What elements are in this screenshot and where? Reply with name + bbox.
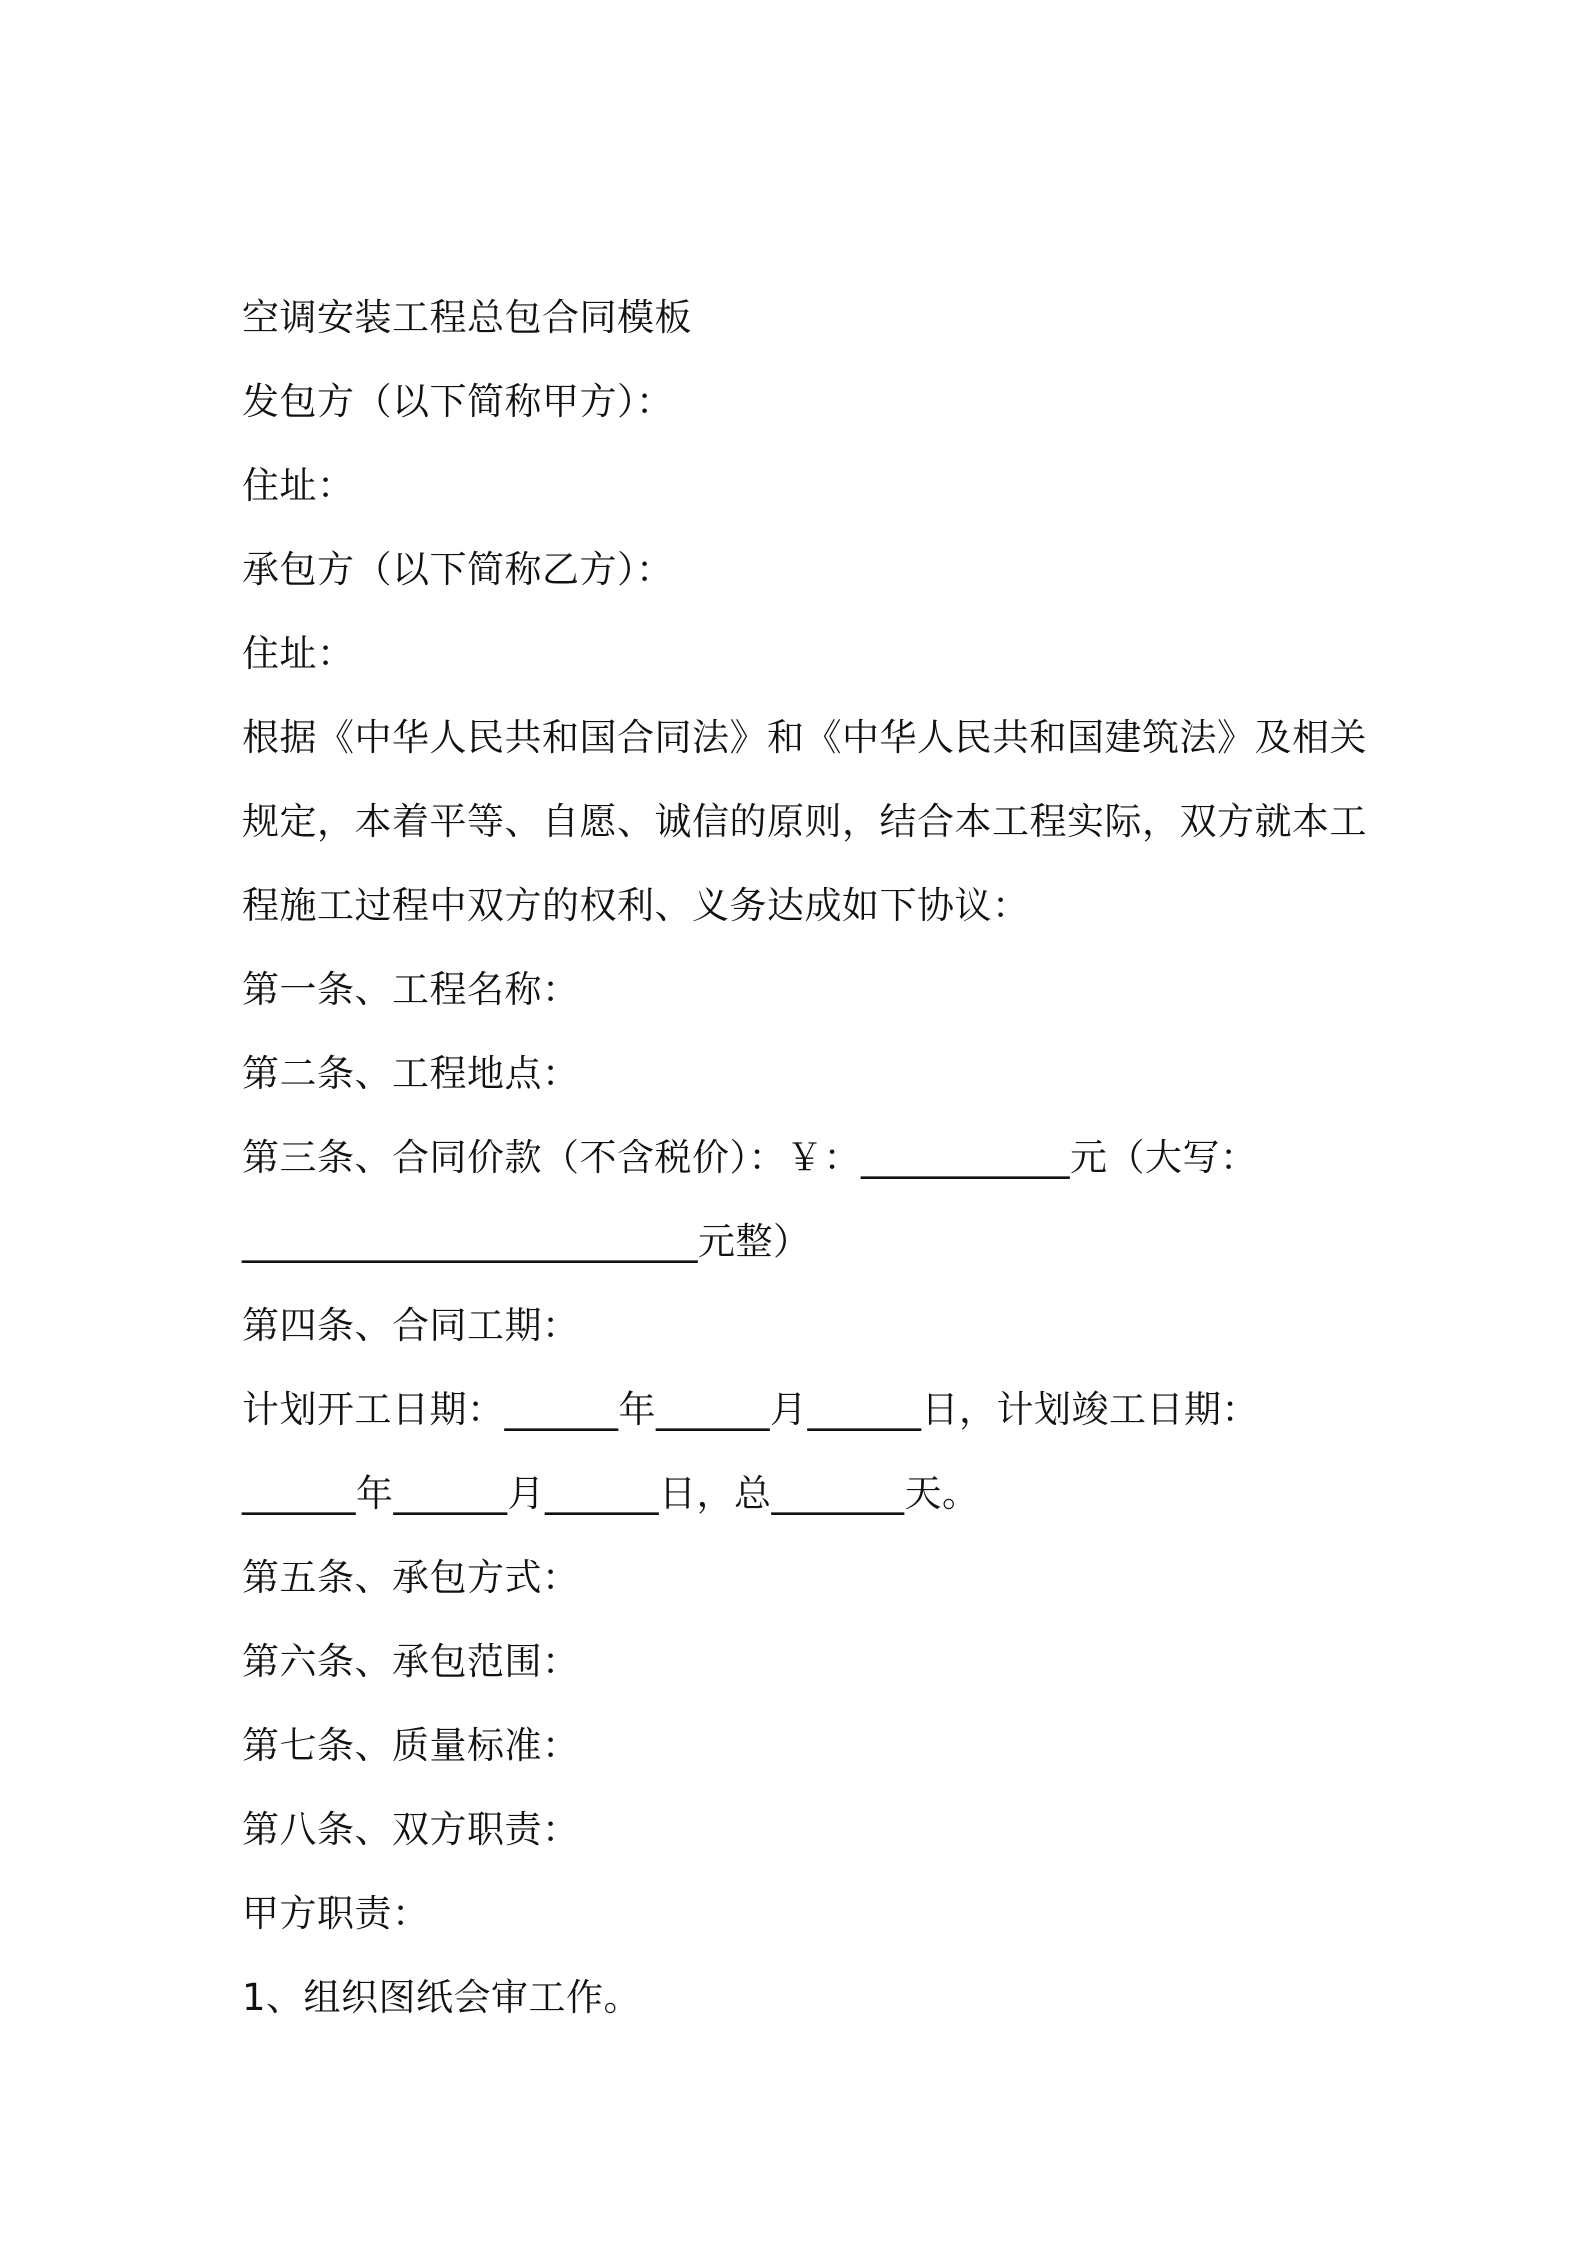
article-4-dates-line-2: ______年______月______日，总_______天。 [242,1472,980,1515]
preamble-line-3: 程施工过程中双方的权利、义务达成如下协议： [242,884,1030,927]
preamble-line-1: 根据《中华人民共和国合同法》和《中华人民共和国建筑法》及相关 [242,716,1367,759]
article-5-contract-method: 第五条、承包方式： [242,1556,580,1599]
party-b-line: 承包方（以下简称乙方）： [242,548,674,591]
article-2-project-location: 第二条、工程地点： [242,1052,580,1095]
article-3-price-line-2: ________________________元整） [242,1220,811,1263]
party-a-duties-heading: 甲方职责： [242,1892,430,1935]
article-3-price-line-1: 第三条、合同价款（不含税价）：￥：___________元（大写： [242,1136,1258,1179]
party-a-address: 住址： [242,464,355,507]
article-6-contract-scope: 第六条、承包范围： [242,1640,580,1683]
article-4-dates-line-1: 计划开工日期：______年______月______日，计划竣工日期： [242,1388,1259,1431]
party-a-line: 发包方（以下简称甲方）： [242,380,674,423]
party-a-duty-item: 1、组织图纸会审工作。 [242,1976,642,2019]
article-1-project-name: 第一条、工程名称： [242,968,580,1011]
party-b-address: 住址： [242,632,355,675]
preamble-line-2: 规定，本着平等、自愿、诚信的原则，结合本工程实际，双方就本工 [242,800,1367,843]
article-4-duration: 第四条、合同工期： [242,1304,580,1347]
document-title: 空调安装工程总包合同模板 [242,296,692,339]
document-body [242,276,1367,2040]
article-7-quality-standard: 第七条、质量标准： [242,1724,580,1767]
article-8-responsibilities: 第八条、双方职责： [242,1808,580,1851]
